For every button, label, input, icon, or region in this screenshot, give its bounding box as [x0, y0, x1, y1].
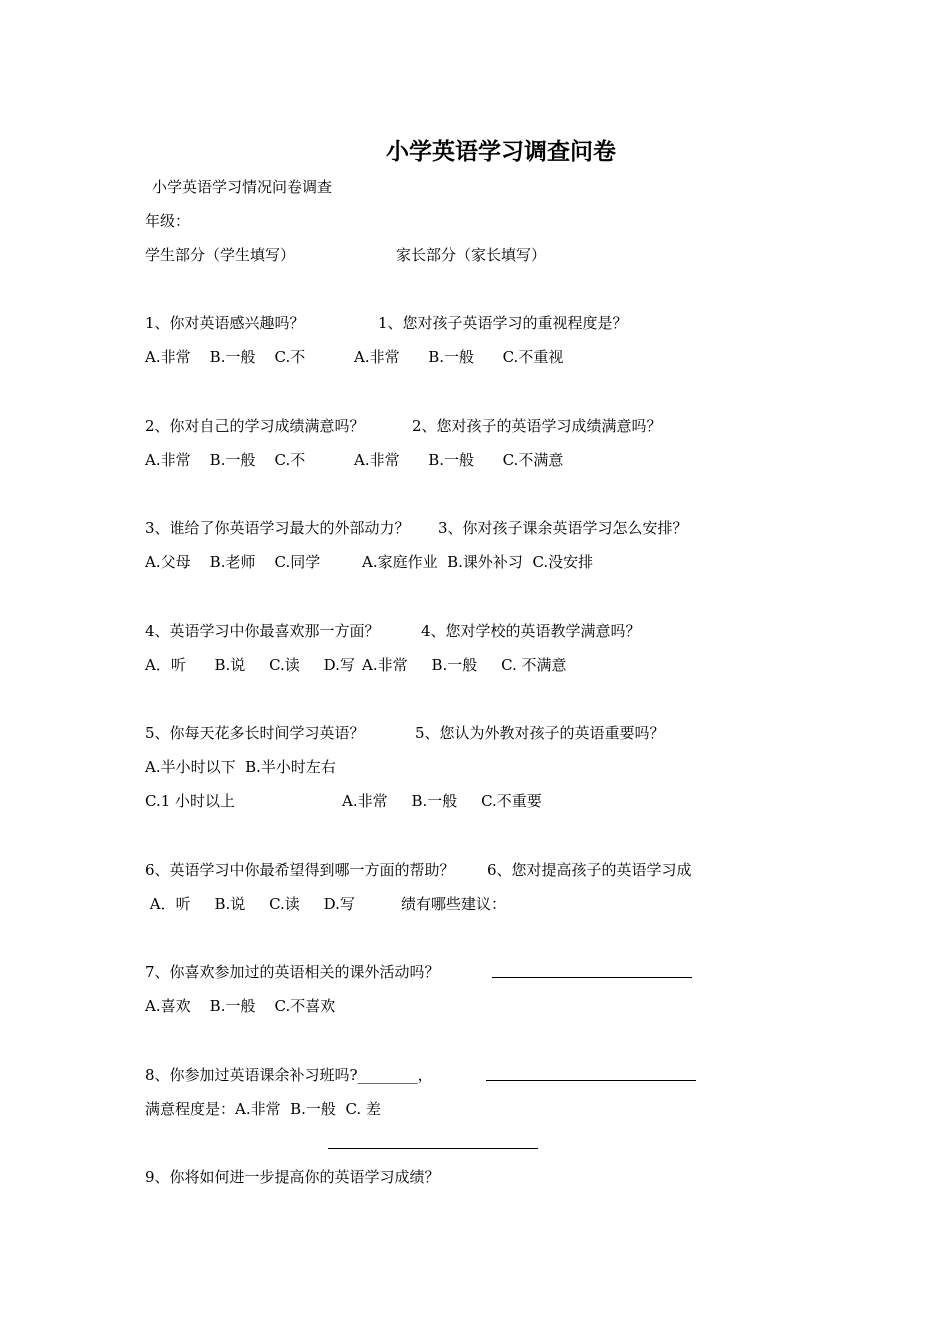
parent-options-1: A.非常 B.一般 C.不重视 — [354, 348, 564, 366]
parent-question-6: 6、您对提高孩子的英语学习成 — [487, 861, 692, 879]
parent-question-1: 1、您对孩子英语学习的重视程度是？ — [378, 314, 628, 332]
parent-answer-line-3[interactable] — [328, 1148, 538, 1149]
subtitle: 小学英语学习情况问卷调查 — [152, 178, 333, 196]
student-question-2: 2、你对自己的学习成绩满意吗？ — [145, 417, 365, 435]
parent-question-2: 2、您对孩子的英语学习成绩满意吗？ — [412, 417, 662, 435]
student-question-8: 8、你参加过英语课余补习班吗?________， — [145, 1066, 433, 1084]
student-options-3: A.父母 B.老师 C.同学 — [145, 553, 321, 571]
parent-question-5: 5、您认为外教对孩子的英语重要吗？ — [415, 724, 665, 742]
student-question-7: 7、你喜欢参加过的英语相关的课外活动吗？ — [145, 963, 440, 981]
parent-options-2: A.非常 B.一般 C.不满意 — [354, 451, 564, 469]
grade-label: 年级： — [145, 212, 191, 230]
parent-answer-line-1[interactable] — [492, 977, 692, 978]
student-question-1: 1、你对英语感兴趣吗？ — [145, 314, 305, 332]
page-title: 小学英语学习调查问卷 — [386, 138, 616, 165]
parent-question-6-continued: 绩有哪些建议： — [401, 895, 507, 913]
student-options-4: A．听 B.说 C.读 D.写 — [145, 656, 355, 674]
parent-answer-line-2[interactable] — [486, 1080, 696, 1081]
parent-options-3: A.家庭作业 B.课外补习 C.没安排 — [362, 553, 594, 571]
student-options-6: A．听 B.说 C.读 D.写 — [145, 895, 355, 913]
parent-question-3: 3、你对孩子课余英语学习怎么安排？ — [438, 519, 688, 537]
student-question-9: 9、你将如何进一步提高你的英语学习成绩？ — [145, 1168, 440, 1186]
student-options-1: A.非常 B.一般 C.不 — [145, 348, 306, 366]
student-options-5a: A.半小时以下 B.半小时左右 — [145, 758, 336, 776]
student-question-5: 5、你每天花多长时间学习英语？ — [145, 724, 365, 742]
parent-options-4: A.非常 B.一般 C. 不满意 — [362, 656, 567, 674]
student-question-6: 6、英语学习中你最希望得到哪一方面的帮助？ — [145, 861, 455, 879]
parent-options-5: A.非常 B.一般 C.不重要 — [342, 792, 542, 810]
student-question-4: 4、英语学习中你最喜欢那一方面？ — [145, 622, 380, 640]
student-options-8: 满意程度是：A.非常 B.一般 C. 差 — [145, 1100, 381, 1118]
student-question-3: 3、谁给了你英语学习最大的外部动力？ — [145, 519, 410, 537]
parent-section-heading: 家长部分（家长填写） — [396, 246, 547, 264]
student-options-2: A.非常 B.一般 C.不 — [145, 451, 306, 469]
student-options-7: A.喜欢 B.一般 C.不喜欢 — [145, 997, 336, 1015]
student-options-5b: C.1 小时以上 — [145, 792, 236, 810]
student-section-heading: 学生部分（学生填写） — [145, 246, 296, 264]
parent-question-4: 4、您对学校的英语教学满意吗？ — [421, 622, 641, 640]
